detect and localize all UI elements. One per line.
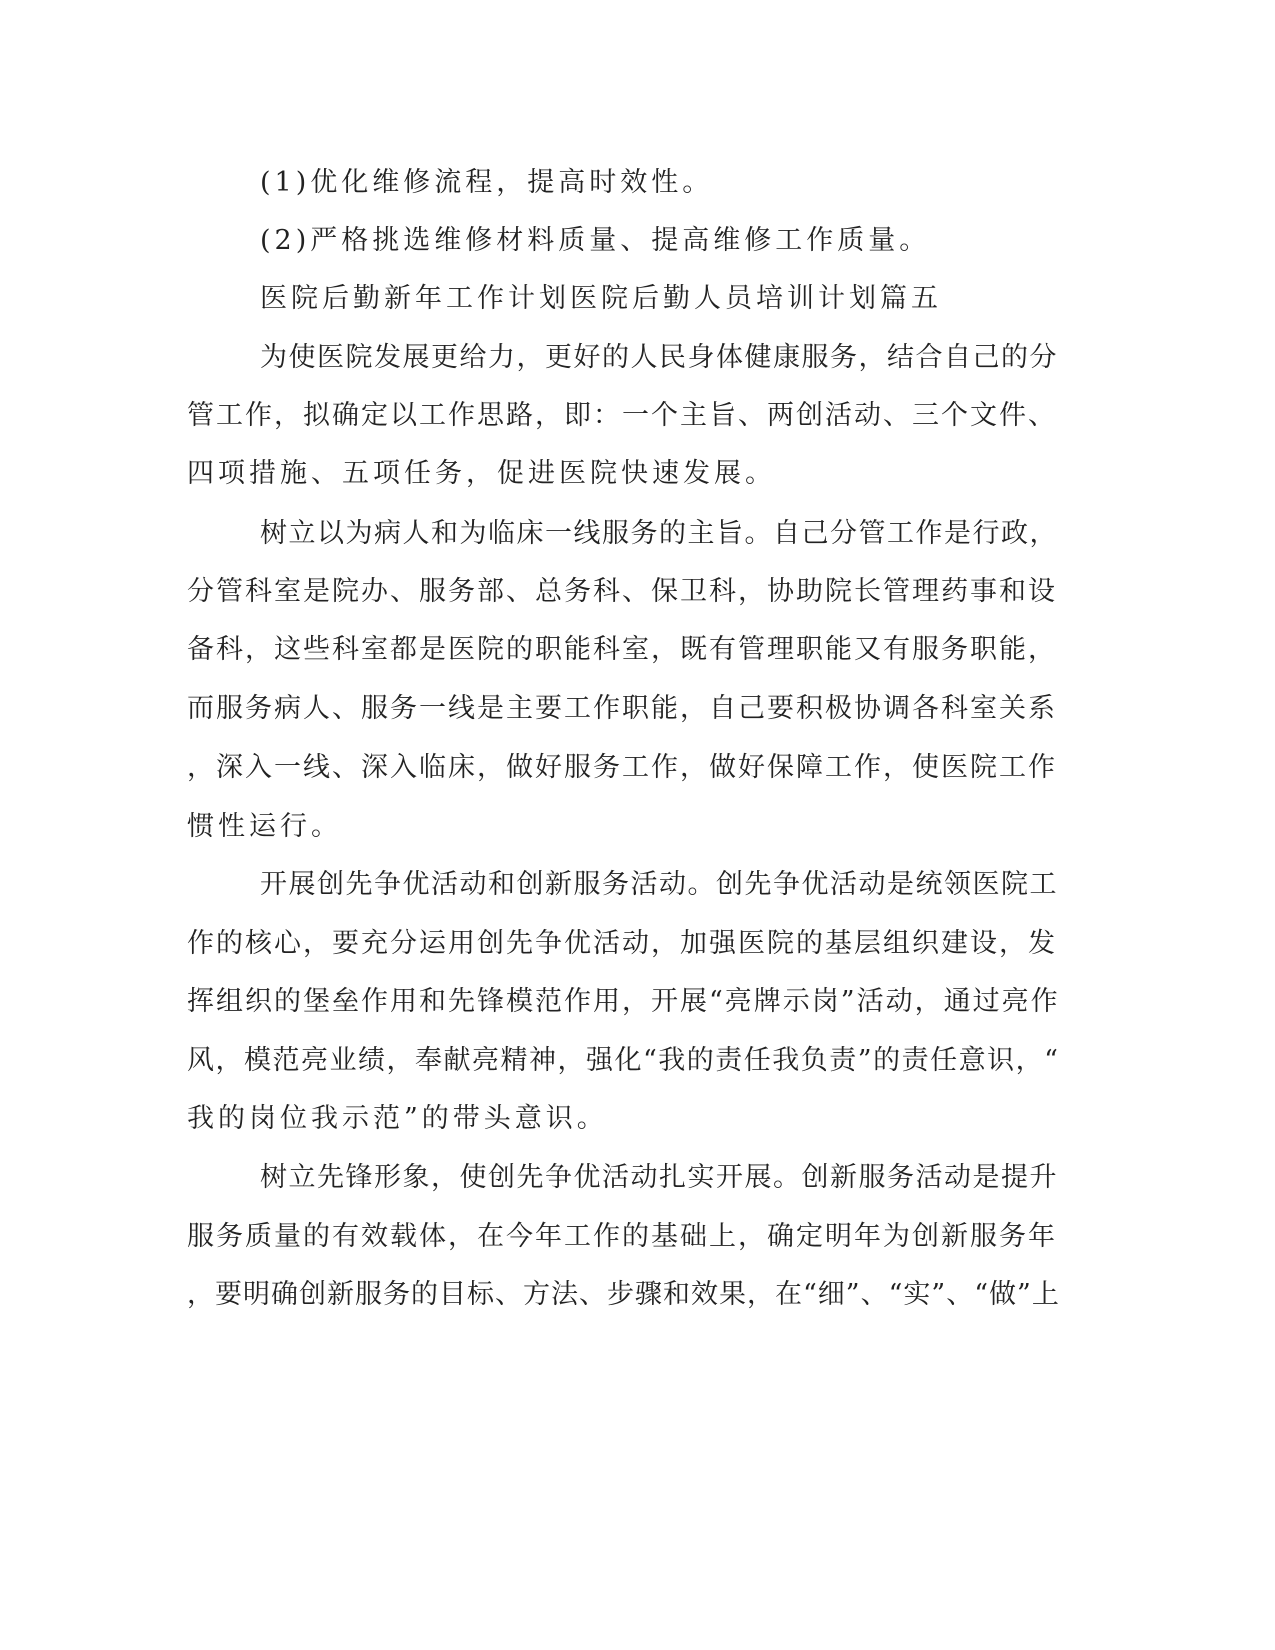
paragraph-line: ，深入一线、深入临床，做好服务工作，做好保障工作，使医院工作	[187, 752, 1057, 783]
paragraph-line: 风，模范亮业绩，奉献亮精神，强化“我的责任我负责”的责任意识，“	[187, 1045, 1060, 1076]
paragraph-line: 挥组织的堡垒作用和先锋模范作用，开展“亮牌示岗”活动，通过亮作	[187, 986, 1060, 1017]
paragraph-line: 而服务病人、服务一线是主要工作职能，自己要积极协调各科室关系	[187, 693, 1057, 724]
paragraph-line: ，要明确创新服务的目标、方法、步骤和效果，在“细”、“实”、“做”上	[187, 1279, 1060, 1310]
paragraph-line: 树立以为病人和为临床一线服务的主旨。自己分管工作是行政，	[260, 518, 1058, 549]
paragraph-line: 分管科室是院办、服务部、总务科、保卫科，协助院长管理药事和设	[187, 576, 1057, 607]
list-item-1: (1)优化维修流程，提高时效性。	[260, 167, 714, 198]
paragraph-line: 为使医院发展更给力，更好的人民身体健康服务，结合自己的分	[260, 342, 1058, 373]
paragraph-line: 惯性运行。	[187, 811, 342, 842]
paragraph-line: 备科，这些科室都是医院的职能科室，既有管理职能又有服务职能，	[187, 634, 1057, 665]
section-heading: 医院后勤新年工作计划医院后勤人员培训计划篇五	[260, 283, 942, 314]
paragraph-line: 管工作，拟确定以工作思路，即：一个主旨、两创活动、三个文件、	[187, 400, 1057, 431]
paragraph-line: 树立先锋形象，使创先争优活动扎实开展。创新服务活动是提升	[260, 1162, 1058, 1193]
paragraph-line: 开展创先争优活动和创新服务活动。创先争优活动是统领医院工	[260, 869, 1058, 900]
list-item-2: (2)严格挑选维修材料质量、提高维修工作质量。	[260, 225, 931, 256]
paragraph-line: 服务质量的有效载体，在今年工作的基础上，确定明年为创新服务年	[187, 1221, 1057, 1252]
paragraph-line: 四项措施、五项任务，促进医院快速发展。	[187, 458, 776, 489]
paragraph-line: 作的核心，要充分运用创先争优活动，加强医院的基层组织建设，发	[187, 928, 1057, 959]
paragraph-line: 我的岗位我示范”的带头意识。	[187, 1103, 608, 1134]
